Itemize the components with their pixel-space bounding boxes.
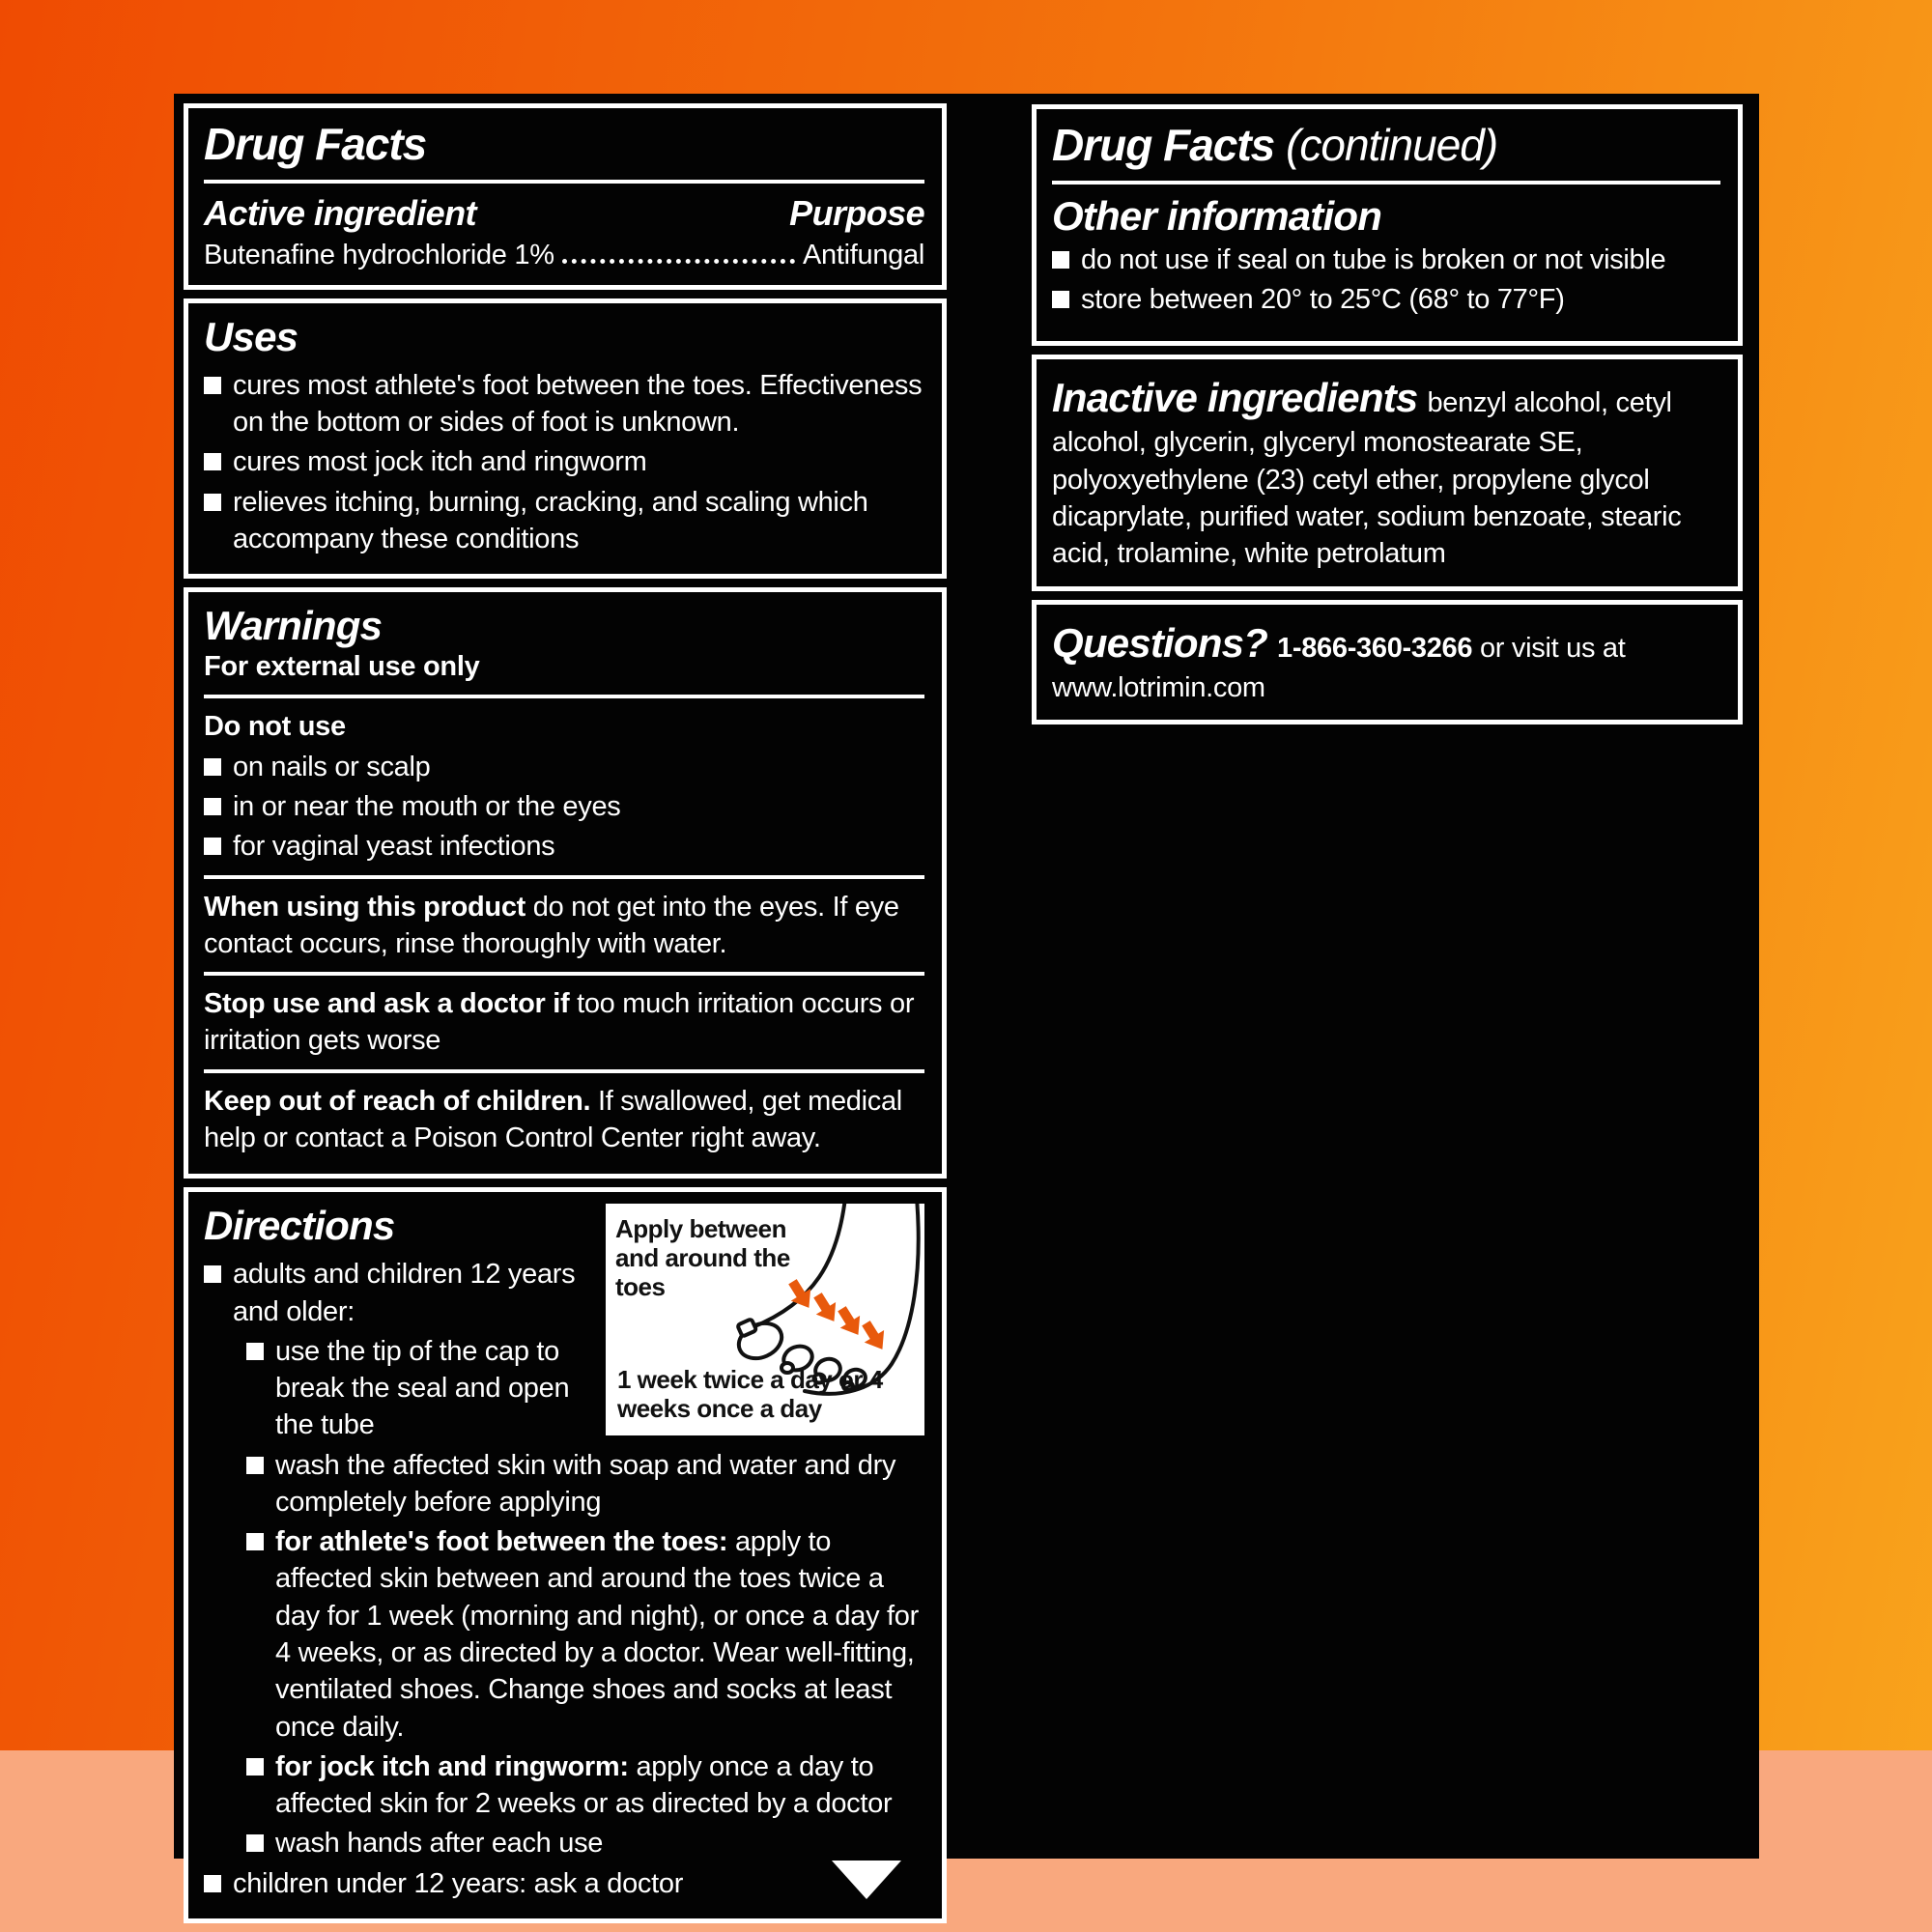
drug-facts-title: Drug Facts [204,119,427,169]
dotted-leader [562,238,795,264]
directions-heading: Directions [204,1203,395,1249]
do-not-use-item: for vaginal yeast infections [204,828,924,865]
warnings-heading: Warnings [204,603,383,649]
section-divider [204,972,924,976]
section-divider [1052,181,1720,185]
directions-item: for jock itch and ringworm: apply once a day to affected skin for 2 weeks or as directed by a doctor [246,1748,924,1823]
directions-item: wash hands after each use [246,1825,924,1861]
package-back-panel [174,94,1759,1899]
other-information-item: do not use if seal on tube is broken or not visible [1052,242,1720,278]
bullet-square-icon [204,1875,221,1892]
section-divider [204,695,924,698]
drug-facts-continued-panel [1032,104,1743,346]
illustration-caption-top: Apply between and around the toes [615,1214,790,1301]
inactive-ingredients-panel [1032,355,1743,591]
when-using-warning: When using this product do not get into the eyes. If eye contact occurs, rinse thoroughly with water. [204,891,899,959]
bullet-square-icon [204,377,221,394]
directions-panel [184,1187,947,1923]
drug-facts-continued-title: Drug Facts (continued) [1052,120,1498,170]
active-ingredient-purpose: Antifungal [803,239,924,270]
illustration-caption-bottom: 1 week twice a day or 4 weeks once a day [617,1365,883,1424]
uses-item: cures most athlete's foot between the toes. Effectiveness on the bottom or sides of foot is unknown. [204,367,924,441]
bullet-square-icon [204,1265,221,1283]
application-illustration [606,1204,924,1435]
bullet-square-icon [204,453,221,470]
bullet-square-icon [1052,291,1069,308]
bullet-square-icon [204,758,221,776]
do-not-use-label: Do not use [204,711,346,743]
do-not-use-item: in or near the mouth or the eyes [204,788,924,825]
bullet-square-icon [246,1457,264,1474]
section-divider [204,180,924,184]
warnings-panel [184,587,947,1179]
bullet-square-icon [1052,251,1069,269]
bullet-square-icon [204,494,221,511]
drug-facts-header-panel [184,103,947,290]
directions-item: adults and children 12 years and older: [204,1256,924,1330]
uses-item: cures most jock itch and ringworm [204,443,924,480]
apply-arrows-icon [782,1276,892,1356]
bullet-square-icon [204,838,221,855]
left-column [184,103,947,1932]
uses-item: relieves itching, burning, cracking, and scaling which accompany these conditions [204,484,924,558]
bullet-square-icon [246,1533,264,1550]
stop-use-warning: Stop use and ask a doctor if too much irritation occurs or irritation gets worse [204,988,915,1057]
purpose-heading: Purpose [789,192,924,233]
inactive-ingredients-heading: Inactive ingredients [1052,375,1418,420]
active-ingredient-heading: Active ingredient [204,192,476,233]
other-information-heading: Other information [1052,192,1382,239]
external-use-note: For external use only [204,651,480,683]
bullet-square-icon [246,1758,264,1776]
directions-item: for athlete's foot between the toes: apply to affected skin between and around the toes twice a day for 1 week (morning and night), or once a day for 4 weeks, or as directed by a doctor. Wear well-fitting, ventilated shoes. Change shoes and socks at least once daily. [246,1523,924,1746]
directions-item: use the tip of the cap to break the seal and open the tube [246,1333,924,1444]
bullet-square-icon [246,1834,264,1852]
section-divider [204,875,924,879]
questions-phone: 1-866-360-3266 [1277,632,1473,664]
questions-heading: Questions? [1052,619,1268,666]
section-divider [204,1069,924,1073]
directions-item: children under 12 years: ask a doctor [204,1865,924,1902]
keep-out-warning: Keep out of reach of children. If swallowed, get medical help or contact a Poison Control Center right away. [204,1085,902,1153]
questions-panel [1032,600,1743,725]
right-column [1032,104,1743,733]
directions-item: wash the affected skin with soap and water and dry completely before applying [246,1447,924,1521]
continued-triangle-icon [832,1861,901,1899]
uses-heading: Uses [204,313,298,359]
inactive-ingredients-text: Inactive ingredients benzyl alcohol, cetyl alcohol, glycerin, glyceryl monostearate SE, polyoxyethylene (23) cetyl ether, propylene glycol dicaprylate, purified water, sodium benzoate, stearic acid, trolamine, white petrolatum [1052,375,1682,570]
bullet-square-icon [246,1343,264,1360]
active-ingredient-name: Butenafine hydrochloride 1% [204,239,554,270]
bullet-square-icon [204,798,221,815]
other-information-item: store between 20° to 25°C (68° to 77°F) [1052,281,1720,318]
questions-text: Questions? 1-866-360-3266 or visit us at www.lotrimin.com [1052,619,1626,703]
uses-panel [184,298,947,580]
do-not-use-item: on nails or scalp [204,749,924,785]
